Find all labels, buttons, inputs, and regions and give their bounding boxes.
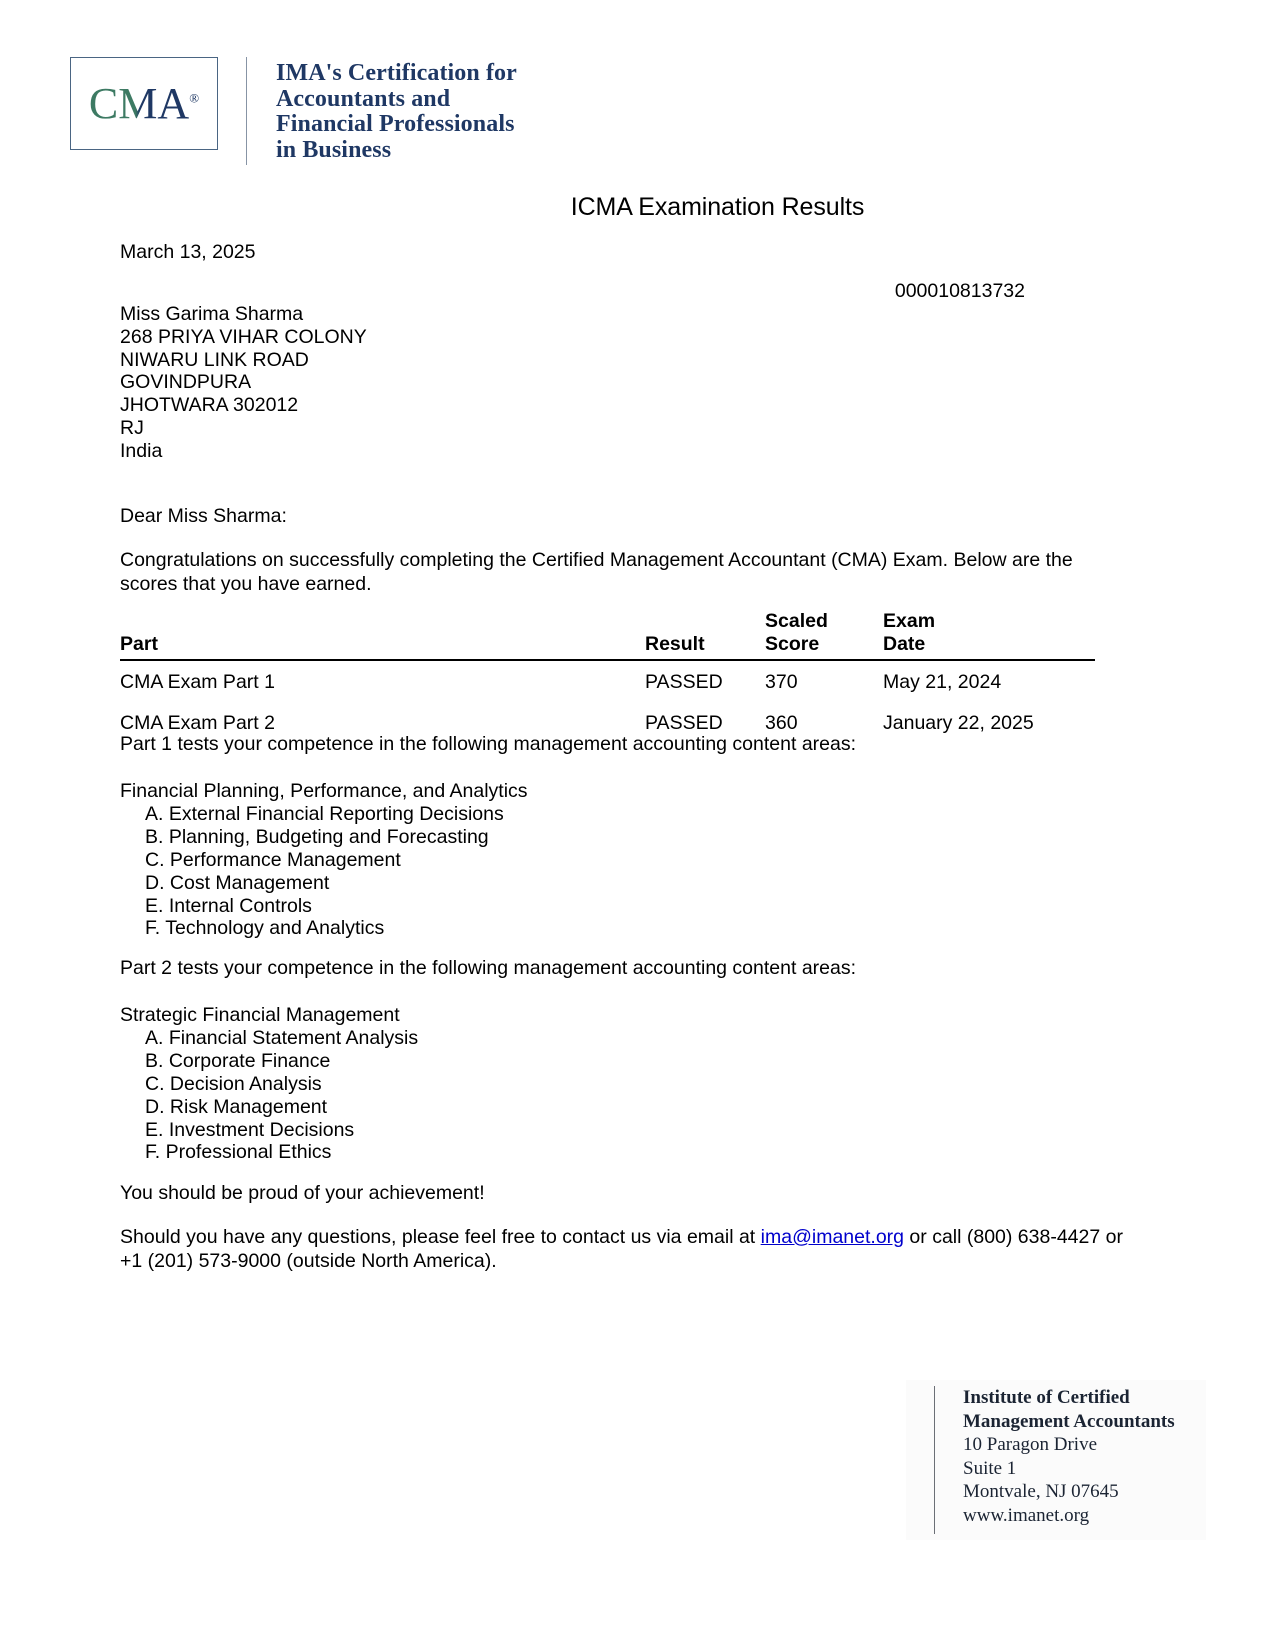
exam-date-line-2: Date: [883, 633, 926, 655]
part1-group-title: Financial Planning, Performance, and Analytics: [120, 780, 528, 802]
list-item: F. Professional Ethics: [145, 1141, 332, 1164]
letterhead: [70, 57, 517, 165]
part2-lead-text: Part 2 tests your competence in the following management accounting content areas:: [120, 957, 857, 979]
list-item: B. Planning, Budgeting and Forecasting: [145, 825, 489, 848]
intro-paragraph: Congratulations on successfully completing the Certified Management Accountant (CMA) Exam. Below are the scores that you have earned.: [120, 549, 1073, 595]
scaled-score-line-1: Scaled: [765, 610, 828, 632]
scaled-score-line-2: Score: [765, 633, 820, 655]
address-line: NIWARU LINK ROAD: [120, 348, 309, 371]
letterhead-divider: [246, 57, 247, 165]
column-header-exam-date: [883, 610, 1095, 660]
list-item: D. Cost Management: [145, 871, 330, 894]
icma-footer-block: [906, 1380, 1206, 1540]
address-line: GOVINDPURA: [120, 371, 252, 394]
list-item: C. Decision Analysis: [145, 1072, 322, 1095]
address-line: Miss Garima Sharma: [120, 303, 304, 325]
exam-results-table: [120, 610, 1095, 743]
tagline-line-1: IMA's Certification for: [276, 60, 517, 86]
cma-logo-mark: [70, 57, 218, 150]
list-item: A. External Financial Reporting Decisions: [145, 802, 504, 825]
recipient-address: [120, 303, 367, 463]
column-header-scaled-score: [765, 610, 883, 660]
cell-part: CMA Exam Part 2: [120, 712, 275, 734]
congratulations-line: You should be proud of your achievement!: [120, 1182, 485, 1204]
column-header-result: Result: [645, 610, 765, 660]
exam-date-line-1: Exam: [883, 610, 936, 632]
table-header-row: [120, 610, 1095, 660]
cma-logo-letter-m: M: [118, 78, 158, 128]
letterhead-tagline: [276, 61, 517, 163]
part2-area-list: [120, 1027, 418, 1164]
page-title: ICMA Examination Results: [570, 193, 865, 221]
cell-exam-date: January 22, 2025: [883, 712, 1034, 734]
cell-exam-date: May 21, 2024: [883, 671, 1002, 693]
contact-text-prefix: Should you have any questions, please feel free to contact us via email at: [120, 1226, 761, 1248]
cell-result: PASSED: [645, 712, 723, 734]
footer-city-state-zip: Montvale, NJ 07645: [963, 1481, 1119, 1502]
contact-paragraph: [120, 1226, 1130, 1273]
address-line: RJ: [120, 416, 144, 439]
tagline-line-3: Financial Professionals: [276, 111, 515, 137]
list-item: D. Risk Management: [145, 1095, 328, 1118]
cma-logo-text: [88, 78, 200, 128]
footer-org-line-2: Management Accountants: [963, 1410, 1175, 1432]
list-item: C. Performance Management: [145, 848, 401, 871]
column-header-part: Part: [120, 610, 645, 660]
address-line: JHOTWARA 302012: [120, 394, 299, 417]
tagline-line-2: Accountants and: [276, 85, 451, 112]
part1-lead-text: Part 1 tests your competence in the following management accounting content areas:: [120, 733, 857, 755]
list-item: F. Technology and Analytics: [145, 917, 385, 940]
cma-logo-letter-c: C: [88, 78, 119, 128]
address-line: 268 PRIYA VIHAR COLONY: [120, 325, 367, 348]
cma-logo-letter-a: A: [157, 78, 190, 128]
table-row: [120, 660, 1095, 702]
cell-scaled-score: 370: [765, 671, 798, 693]
footer-suite: Suite 1: [963, 1457, 1017, 1479]
list-item: E. Investment Decisions: [145, 1118, 355, 1141]
part1-content-areas: [120, 780, 528, 940]
footer-street: 10 Paragon Drive: [963, 1434, 1098, 1455]
list-item: A. Financial Statement Analysis: [145, 1026, 419, 1049]
letter-date: March 13, 2025: [120, 241, 256, 263]
list-item: B. Corporate Finance: [145, 1049, 331, 1072]
tagline-line-4: in Business: [276, 136, 392, 163]
contact-text-suffix: or call (800) 638-4427 or +1 (201) 573-9000 (outside North America).: [120, 1226, 1123, 1272]
list-item: E. Internal Controls: [145, 894, 312, 917]
cell-result: PASSED: [645, 671, 723, 693]
cell-part: CMA Exam Part 1: [120, 671, 275, 693]
support-email-link[interactable]: ima@imanet.org: [760, 1226, 905, 1248]
address-line: India: [120, 439, 163, 462]
account-number: 000010813732: [894, 280, 1025, 302]
part1-area-list: [120, 803, 528, 940]
cell-scaled-score: 360: [765, 712, 798, 734]
registered-trademark-icon: ®: [189, 89, 200, 105]
footer-website: www.imanet.org: [963, 1504, 1090, 1526]
salutation: Dear Miss Sharma:: [120, 505, 287, 527]
footer-org-line-1: Institute of Certified: [963, 1387, 1130, 1408]
part2-group-title: Strategic Financial Management: [120, 1004, 400, 1026]
icma-footer-address: [934, 1386, 1175, 1534]
part2-content-areas: [120, 1004, 418, 1164]
